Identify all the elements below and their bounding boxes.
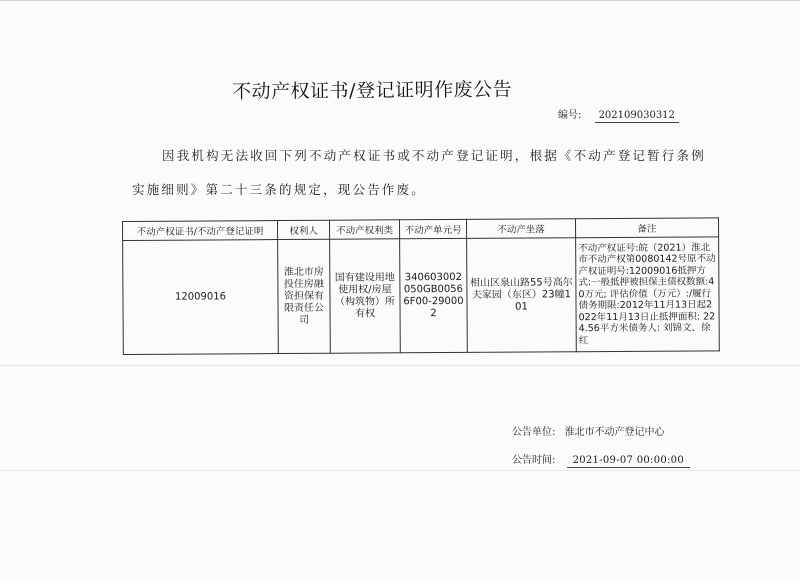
issue-time-label: 公告时间: (512, 455, 556, 466)
scan-edge-top (0, 0, 800, 1)
table-row (123, 237, 720, 355)
voided-certificates-table (122, 217, 720, 355)
header-owner: 权利人 (278, 220, 330, 239)
header-remark: 备注 (575, 218, 718, 238)
cell-location: 相山区泉山路55号高尔夫家园（东区）23幢101 (467, 238, 577, 353)
document-number-label: 编号: (558, 110, 582, 121)
notice-paragraph-line-1: 因我机构无法收回下列不动产权证书或不动产登记证明，根据《不动产登记暂行条例 (162, 148, 706, 163)
cell-remark: 不动产权证号:皖（2021）淮北市不动产权第0080142号原不动产权证明号:12009016抵押方式:一般抵押被担保主债权数额:40万元; 评估价值（万元）:/履行债务期限:2012年11月13日起2022年11月13日止抵押面积: 224.56平方米债务人: 刘锦文、徐红 (576, 237, 720, 352)
notice-title: 不动产权证书/登记证明作废公告 (232, 78, 513, 103)
header-unit-no: 不动产单元号 (399, 219, 466, 238)
header-location: 不动产坐落 (466, 219, 575, 239)
issuing-unit-value: 淮北市不动产登记中心 (564, 427, 665, 438)
notice-paragraph-line-2: 实施细则》第二十三条的规定，现公告作废。 (132, 182, 427, 197)
header-cert-no: 不动产权证书/不动产登记证明 (123, 221, 278, 241)
scan-streak (0, 470, 800, 471)
cell-owner: 淮北市房投住房融资担保有限责任公司 (278, 239, 331, 353)
issue-time-value: 2021-09-07 00:00:00 (567, 455, 690, 468)
cell-cert-no: 12009016 (123, 240, 279, 355)
issue-time (512, 451, 690, 466)
scan-streak (0, 365, 800, 366)
cell-unit-no: 340603002050GB00566F00-290002 (400, 238, 468, 352)
issuing-unit (512, 423, 671, 438)
header-right-type: 不动产权利类 (329, 220, 399, 239)
document-number-value: 202109030312 (595, 110, 679, 123)
cell-right-type: 国有建设用地使用权/房屋（构筑物）所有权 (330, 239, 401, 353)
issuing-unit-label: 公告单位: (512, 427, 556, 438)
document-number (558, 106, 679, 121)
